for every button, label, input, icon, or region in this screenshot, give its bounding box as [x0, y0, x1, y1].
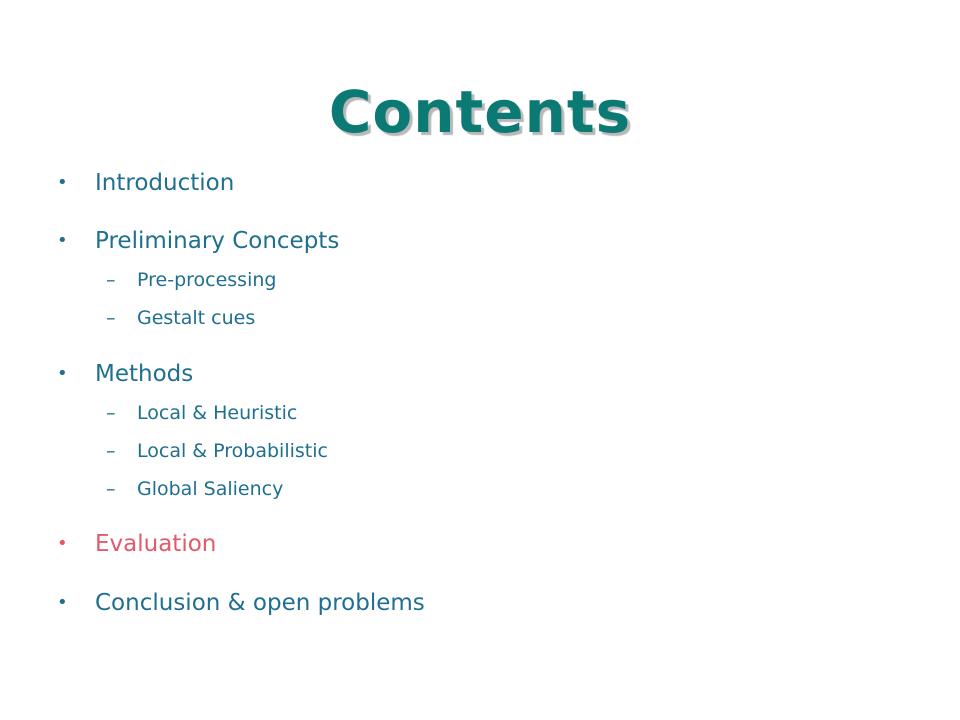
- bullet-icon: •: [57, 363, 68, 384]
- sub-item-label: Local & Probabilistic: [137, 440, 328, 462]
- dash-icon: –: [106, 440, 116, 462]
- bullet-icon: •: [57, 592, 68, 613]
- slide-title: Contents: [328, 78, 632, 146]
- bullet-icon: •: [57, 533, 68, 554]
- list-item-label: Methods: [95, 361, 194, 387]
- sub-item-label: Pre-processing: [137, 269, 277, 291]
- list-item-label: Evaluation: [95, 531, 217, 557]
- list-item-label: Preliminary Concepts: [95, 228, 340, 254]
- bullet-icon: •: [57, 172, 68, 193]
- sub-item-label: Local & Heuristic: [137, 402, 298, 424]
- dash-icon: –: [106, 269, 116, 291]
- sub-item-label: Gestalt cues: [137, 307, 256, 329]
- dash-icon: –: [106, 478, 116, 500]
- list-item-label: Conclusion & open problems: [95, 590, 425, 616]
- list-item-label: Introduction: [95, 170, 235, 196]
- bullet-icon: •: [57, 230, 68, 251]
- dash-icon: –: [106, 307, 116, 329]
- sub-item-label: Global Saliency: [137, 478, 284, 500]
- dash-icon: –: [106, 402, 116, 424]
